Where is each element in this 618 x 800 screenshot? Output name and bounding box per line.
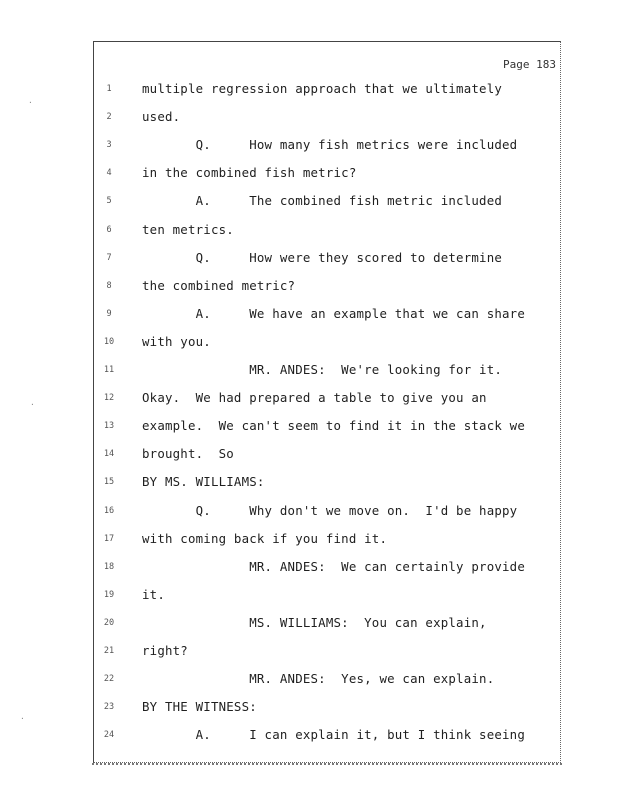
line-text: the combined metric? — [142, 277, 296, 293]
line-number: 18 — [103, 561, 115, 572]
line-text: MR. ANDES: We can certainly provide — [142, 558, 525, 574]
line-number: 12 — [103, 393, 115, 404]
line-number: 8 — [106, 280, 112, 291]
line-number: 13 — [103, 421, 115, 432]
line-number: 10 — [103, 336, 115, 347]
line-text: Q. Why don't we move on. I'd be happy — [142, 502, 518, 518]
line-number: 19 — [103, 589, 115, 600]
line-text: BY THE WITNESS: — [142, 699, 257, 715]
transcript-line — [94, 388, 562, 408]
transcript-line — [94, 220, 562, 240]
line-text: BY MS. WILLIAMS: — [142, 474, 265, 490]
line-text: ten metrics. — [142, 221, 234, 237]
line-number: 16 — [103, 505, 115, 516]
line-text: used. — [142, 109, 181, 125]
line-text: right? — [142, 643, 188, 658]
line-text: it. — [142, 586, 165, 602]
line-text: brought. So — [142, 446, 234, 462]
line-number: 1 — [106, 84, 112, 94]
transcript-line — [94, 135, 562, 155]
page-number: Page 183 — [503, 58, 556, 71]
line-text: with you. — [142, 333, 211, 349]
transcript-page — [93, 41, 561, 763]
scan-speck: . — [20, 712, 25, 721]
scan-speck: · — [30, 400, 35, 409]
line-text: A. We have an example that we can share — [142, 305, 525, 321]
line-number: 23 — [103, 702, 115, 713]
line-text: multiple regression approach that we ultimately — [142, 81, 503, 96]
transcript-line — [94, 107, 562, 127]
line-number: 11 — [103, 365, 115, 375]
line-number: 6 — [106, 224, 112, 235]
line-text: MS. WILLIAMS: You can explain, — [142, 614, 487, 630]
transcript-line — [94, 585, 562, 605]
line-number: 17 — [103, 533, 115, 544]
transcript-line — [94, 304, 562, 324]
line-number: 22 — [103, 674, 115, 685]
transcript-line — [94, 529, 562, 549]
transcript-line — [94, 360, 562, 380]
line-number: 9 — [106, 308, 112, 319]
line-text: Q. How many fish metrics were included — [142, 137, 518, 153]
transcript-line — [94, 501, 562, 521]
transcript-line — [94, 79, 562, 99]
line-number: 14 — [103, 449, 115, 460]
line-text: example. We can't seem to find it in the stack we — [142, 418, 525, 434]
scan-border-bottom — [92, 759, 562, 765]
line-number: 2 — [106, 112, 112, 123]
line-text: MR. ANDES: We're looking for it. — [142, 362, 503, 377]
line-text: Q. How were they scored to determine — [142, 249, 503, 265]
transcript-line — [94, 472, 562, 492]
line-text: in the combined fish metric? — [142, 165, 357, 181]
line-number: 4 — [106, 168, 112, 179]
line-number: 3 — [106, 140, 112, 151]
transcript-line — [94, 613, 562, 633]
line-text: MR. ANDES: Yes, we can explain. — [142, 671, 495, 687]
line-number: 20 — [103, 617, 115, 628]
line-text: with coming back if you find it. — [142, 530, 388, 546]
line-number: 5 — [106, 196, 112, 207]
line-number: 7 — [106, 252, 112, 263]
transcript-line — [94, 697, 562, 717]
transcript-line — [94, 276, 562, 296]
transcript-line — [94, 416, 562, 436]
transcript-line — [94, 557, 562, 577]
line-text: A. I can explain it, but I think seeing — [142, 727, 525, 743]
transcript-line — [94, 641, 562, 661]
scan-speck: . — [28, 96, 33, 105]
transcript-line — [94, 669, 562, 689]
line-number: 24 — [103, 730, 115, 741]
transcript-line — [94, 444, 562, 464]
transcript-line — [94, 191, 562, 211]
line-text: Okay. We had prepared a table to give you an — [142, 390, 487, 406]
transcript-line — [94, 725, 562, 745]
line-number: 21 — [103, 646, 115, 656]
line-text: A. The combined fish metric included — [142, 193, 503, 209]
line-number: 15 — [103, 477, 115, 488]
transcript-line — [94, 332, 562, 352]
transcript-line — [94, 248, 562, 268]
transcript-line — [94, 163, 562, 183]
